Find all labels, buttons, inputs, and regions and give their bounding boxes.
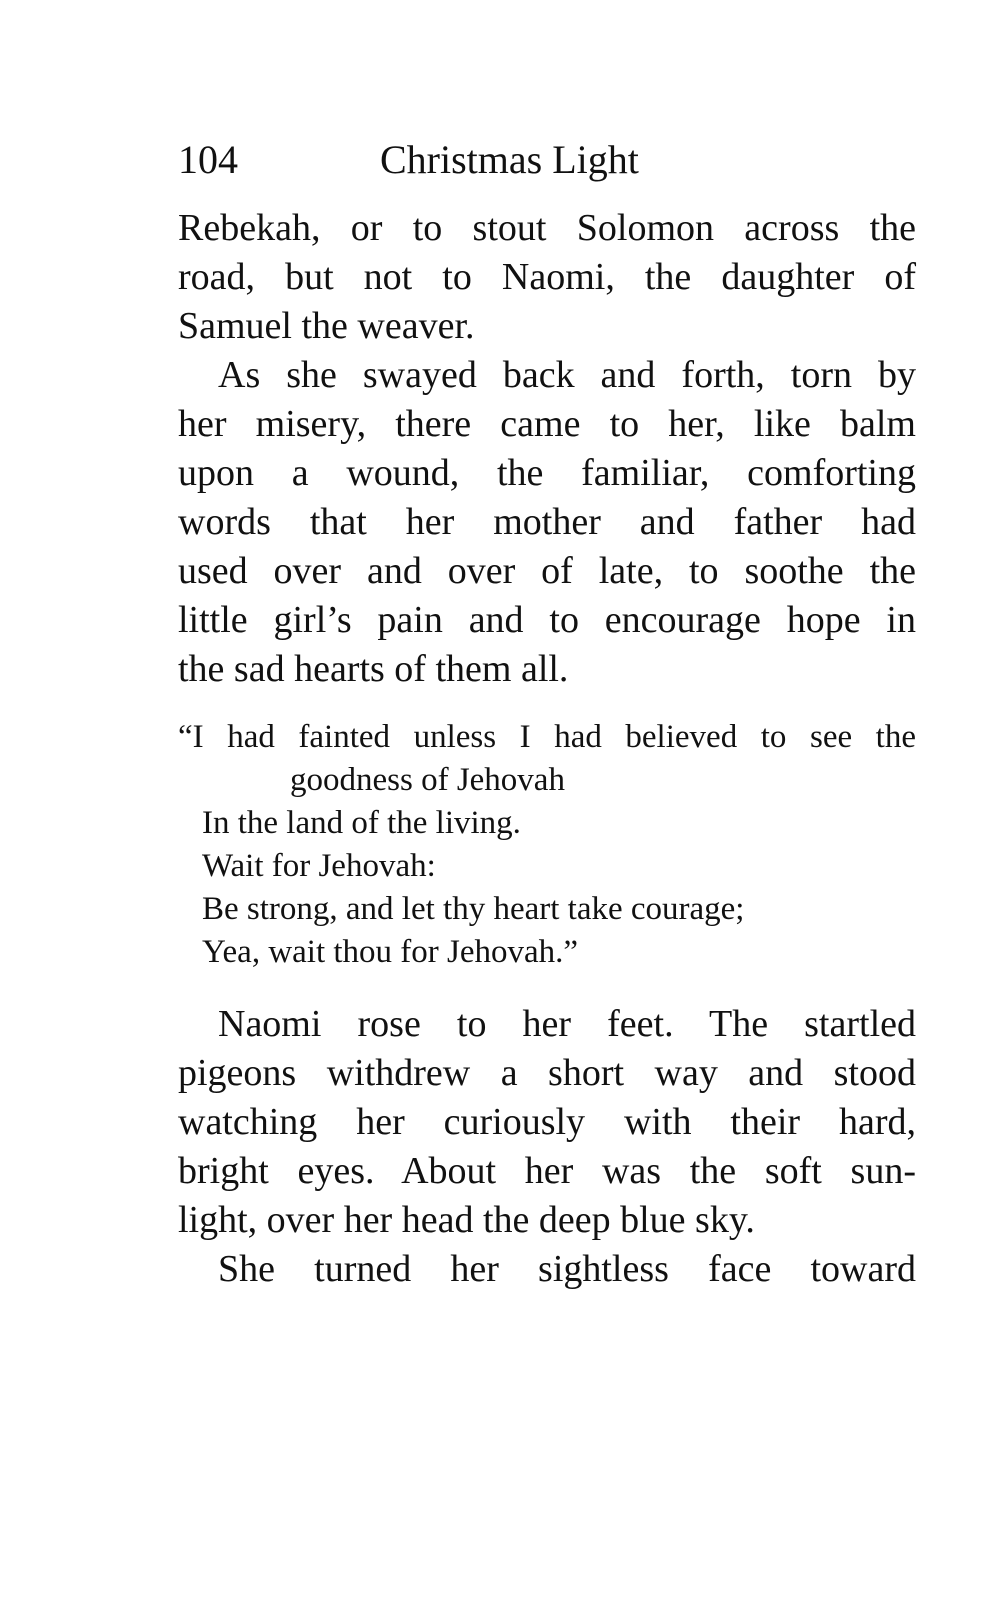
verse-line: “I had fainted unless I had believed to see the xyxy=(178,719,916,755)
text-line: watching her curiously with their hard, xyxy=(178,1101,916,1143)
verse-line: In the land of the living. xyxy=(202,805,521,841)
text-line: bright eyes. About her was the soft sun- xyxy=(178,1150,916,1192)
paragraph-1 xyxy=(178,204,916,351)
text-line: pigeons withdrew a short way and stood xyxy=(178,1052,916,1094)
text-line: Rebekah, or to stout Solomon across the xyxy=(178,207,916,249)
text-line: She turned her sightless face toward xyxy=(218,1248,916,1290)
verse-line: goodness of Jehovah xyxy=(290,762,565,798)
verse-line: Yea, wait thou for Jehovah.” xyxy=(202,934,579,970)
verse-quotation xyxy=(178,716,916,974)
paragraph-4 xyxy=(178,1245,916,1294)
text-line: road, but not to Naomi, the daughter of xyxy=(178,256,916,298)
text-line: the sad hearts of them all. xyxy=(178,648,569,690)
verse-line: Be strong, and let thy heart take courage; xyxy=(202,891,745,927)
paragraph-2 xyxy=(178,351,916,694)
text-line: used over and over of late, to soothe the xyxy=(178,550,916,592)
text-line: her misery, there came to her, like balm xyxy=(178,403,916,445)
text-line: Samuel the weaver. xyxy=(178,305,475,347)
text-line: light, over her head the deep blue sky. xyxy=(178,1199,755,1241)
text-line: upon a wound, the familiar, comforting xyxy=(178,452,916,494)
verse-line: Wait for Jehovah: xyxy=(202,848,436,884)
paragraph-3 xyxy=(178,1000,916,1245)
page-number: 104 xyxy=(178,137,238,182)
body-text xyxy=(178,204,916,1294)
text-line: Naomi rose to her feet. The startled xyxy=(218,1003,916,1045)
text-line: little girl’s pain and to encourage hope in xyxy=(178,599,916,641)
running-head xyxy=(178,132,918,188)
text-line: As she swayed back and forth, torn by xyxy=(218,354,916,396)
running-title: Christmas Light xyxy=(380,137,639,182)
text-line: words that her mother and father had xyxy=(178,501,916,543)
